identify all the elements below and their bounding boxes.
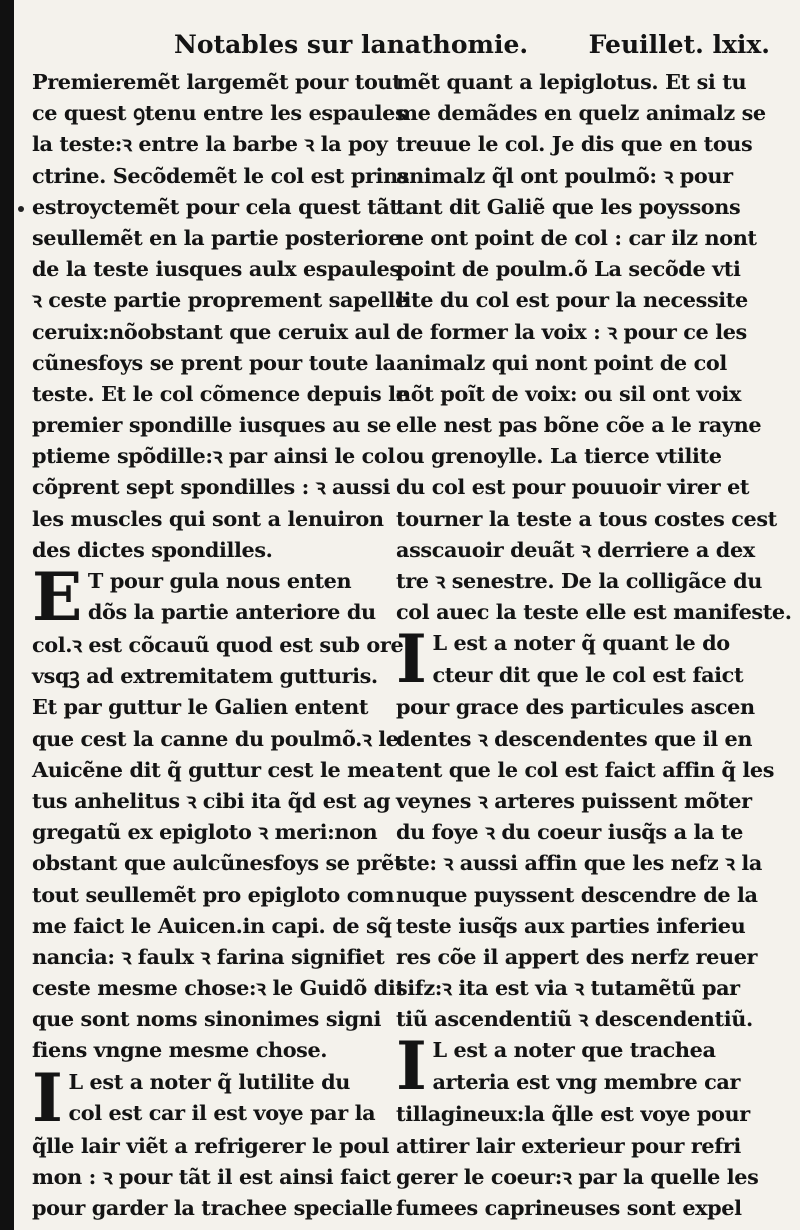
scan-border xyxy=(0,0,14,1230)
text-line: tre ꝛ senestre. De la colligãce du xyxy=(396,568,762,593)
text-line: de former la voix : ꝛ pour ce les xyxy=(396,318,747,344)
text-line: asscauoir deuãt ꝛ derriere a dex xyxy=(396,536,755,562)
text-line: L est a noter que trachea xyxy=(432,1037,716,1063)
text-line: tout seullemẽt pro epigloto com xyxy=(32,881,395,907)
text-line: col.ꝛ est cõcauũ quod est sub ore xyxy=(32,632,404,657)
ink-smudge xyxy=(18,206,24,212)
text-line: nuque puyssent descendre de la xyxy=(396,881,758,907)
text-line: cõprent sept spondilles : ꝛ aussi xyxy=(32,474,390,500)
text-line: ceste mesme chose:ꝛ le Guidõ dit xyxy=(32,975,405,1001)
text-line: Auicẽne dit q̃ guttur cest le mea xyxy=(32,756,395,782)
text-line: tent que le col est faict affin q̃ les xyxy=(396,756,775,782)
text-line: sifz:ꝛ ita est via ꝛ tutamẽtũ par xyxy=(396,975,740,1001)
text-line: fiens vngne mesme chose. xyxy=(32,1037,328,1063)
text-line: obstant que aulcũnesfoys se prẽt xyxy=(32,850,404,876)
text-line: tillagineux:la q̃lle est voye pour xyxy=(396,1101,750,1127)
book-page xyxy=(14,0,800,1230)
right-paragraph-2 xyxy=(396,620,775,1034)
drop-cap: I xyxy=(32,1058,63,1137)
text-line: gregatũ ex epigloto ꝛ meri:non xyxy=(32,819,378,845)
text-line: lite du col est pour la necessite xyxy=(396,287,748,313)
left-column xyxy=(32,66,410,1223)
text-line: nancia: ꝛ faulx ꝛ farina signifiet xyxy=(32,943,385,969)
text-line: ꝛ ceste partie proprement sapelle xyxy=(32,287,408,313)
left-paragraph-1 xyxy=(32,66,410,565)
right-paragraph-1 xyxy=(396,66,792,627)
text-line: arteria est vng membre car xyxy=(432,1068,741,1094)
text-line: seullemẽt en la partie posteriore xyxy=(32,224,402,250)
text-line: ce quest ꝯtenu entre les espaules xyxy=(32,100,407,126)
text-line: mon : ꝛ pour tãt il est ainsi faict xyxy=(32,1163,391,1189)
text-line: me demãdes en quelz animalz se xyxy=(396,100,766,126)
text-line: fumees caprineuses sont expel xyxy=(396,1195,742,1220)
text-line: cteur dit que le col est faict xyxy=(432,661,744,687)
text-line: les muscles qui sont a lenuiron xyxy=(32,505,384,531)
drop-cap: I xyxy=(396,620,427,699)
text-line: ou grenoylle. La tierce vtilite xyxy=(396,443,722,469)
text-line: L est a noter q̃ lutilite du xyxy=(68,1068,350,1094)
text-line: attirer lair exterieur pour refri xyxy=(396,1132,741,1158)
drop-cap: E xyxy=(32,558,82,636)
text-line: cũnesfoys se prent pour toute la xyxy=(32,349,396,375)
text-line: mẽt quant a lepiglotus. Et si tu xyxy=(396,69,747,94)
text-line: animalz q̃l ont poulmõ: ꝛ pour xyxy=(396,162,733,188)
text-line: Et par guttur le Galien entent xyxy=(32,694,369,720)
left-paragraph-3 xyxy=(32,1058,393,1224)
text-line: dõs la partie anteriore du xyxy=(87,599,376,625)
text-line: du col est pour pouuoir virer et xyxy=(396,474,750,500)
text-line: elle nest pas bõne cõe a le rayne xyxy=(396,412,762,438)
running-title: Notables sur lanathomie. xyxy=(174,30,529,59)
text-line: que sont noms sinonimes signi xyxy=(32,1006,382,1032)
text-line: treuue le col. Je dis que en tous xyxy=(396,131,753,157)
left-paragraph-2 xyxy=(32,558,405,1066)
text-line: premier spondille iusques au se xyxy=(32,412,391,438)
text-line: tiũ ascendentiũ ꝛ descendentiũ. xyxy=(396,1006,753,1032)
text-line: me faict le Auicen.in capi. de sq̃ xyxy=(32,912,392,938)
text-line: teste iusq̃s aux parties inferieu xyxy=(396,912,746,938)
text-line: veynes ꝛ arteres puissent mõter xyxy=(396,787,752,813)
text-line: animalz qui nont point de col xyxy=(396,349,727,375)
text-line: T pour gula nous enten xyxy=(87,568,352,593)
running-head xyxy=(14,26,800,66)
text-line: tus anhelitus ꝛ cibi ita q̃d est ag xyxy=(32,787,391,813)
text-line: pour garder la trachee specialle xyxy=(32,1195,393,1220)
text-line: que cest la canne du poulmõ.ꝛ le xyxy=(32,725,399,751)
text-line: q̃lle lair viẽt a refrigerer le poul xyxy=(32,1132,390,1158)
text-line: ceruix:nõobstant que ceruix aul xyxy=(32,318,390,344)
text-line: tant dit Galiẽ que les poyssons xyxy=(396,193,741,219)
text-line: tourner la teste a tous costes cest xyxy=(396,505,777,531)
text-line: estroyctemẽt pour cela quest tãt xyxy=(32,193,399,219)
text-line: Premieremẽt largemẽt pour tout xyxy=(32,69,402,94)
text-line: vsqꝫ ad extremitatem gutturis. xyxy=(32,663,378,689)
text-line: des dictes spondilles. xyxy=(32,536,273,562)
text-line: col auec la teste elle est manifeste. xyxy=(396,599,792,625)
text-line: nõt poĩt de voix: ou sil ont voix xyxy=(396,380,742,406)
text-line: du foye ꝛ du coeur iusq̃s a la te xyxy=(396,819,743,845)
text-line: la teste:ꝛ entre la barbe ꝛ la poy xyxy=(32,131,388,157)
text-line: ne ont point de col : car ilz nont xyxy=(396,224,757,250)
text-line: de la teste iusques aulx espaules xyxy=(32,256,401,282)
drop-cap: I xyxy=(396,1027,427,1106)
right-column xyxy=(396,66,792,1223)
text-line: pour grace des particules ascen xyxy=(396,694,755,720)
text-line: col est car il est voye par la xyxy=(68,1099,376,1125)
text-line: L est a noter q̃ quant le do xyxy=(432,630,730,656)
text-line: point de poulm.õ La secõde vti xyxy=(396,256,741,282)
text-line: teste. Et le col cõmence depuis le xyxy=(32,380,409,406)
text-line: dentes ꝛ descendentes que il en xyxy=(396,725,753,751)
right-paragraph-3 xyxy=(396,1027,759,1223)
text-line: ctrine. Secõdemẽt le col est prins xyxy=(32,162,410,188)
text-line: ste: ꝛ aussi affin que les nefz ꝛ la xyxy=(396,850,762,876)
text-line: ptieme spõdille:ꝛ par ainsi le col xyxy=(32,443,395,469)
text-line: res cõe il appert des nerfz reuer xyxy=(396,943,758,969)
text-line: gerer le coeur:ꝛ par la quelle les xyxy=(396,1163,759,1189)
folio-number: Feuillet. lxix. xyxy=(588,30,770,59)
